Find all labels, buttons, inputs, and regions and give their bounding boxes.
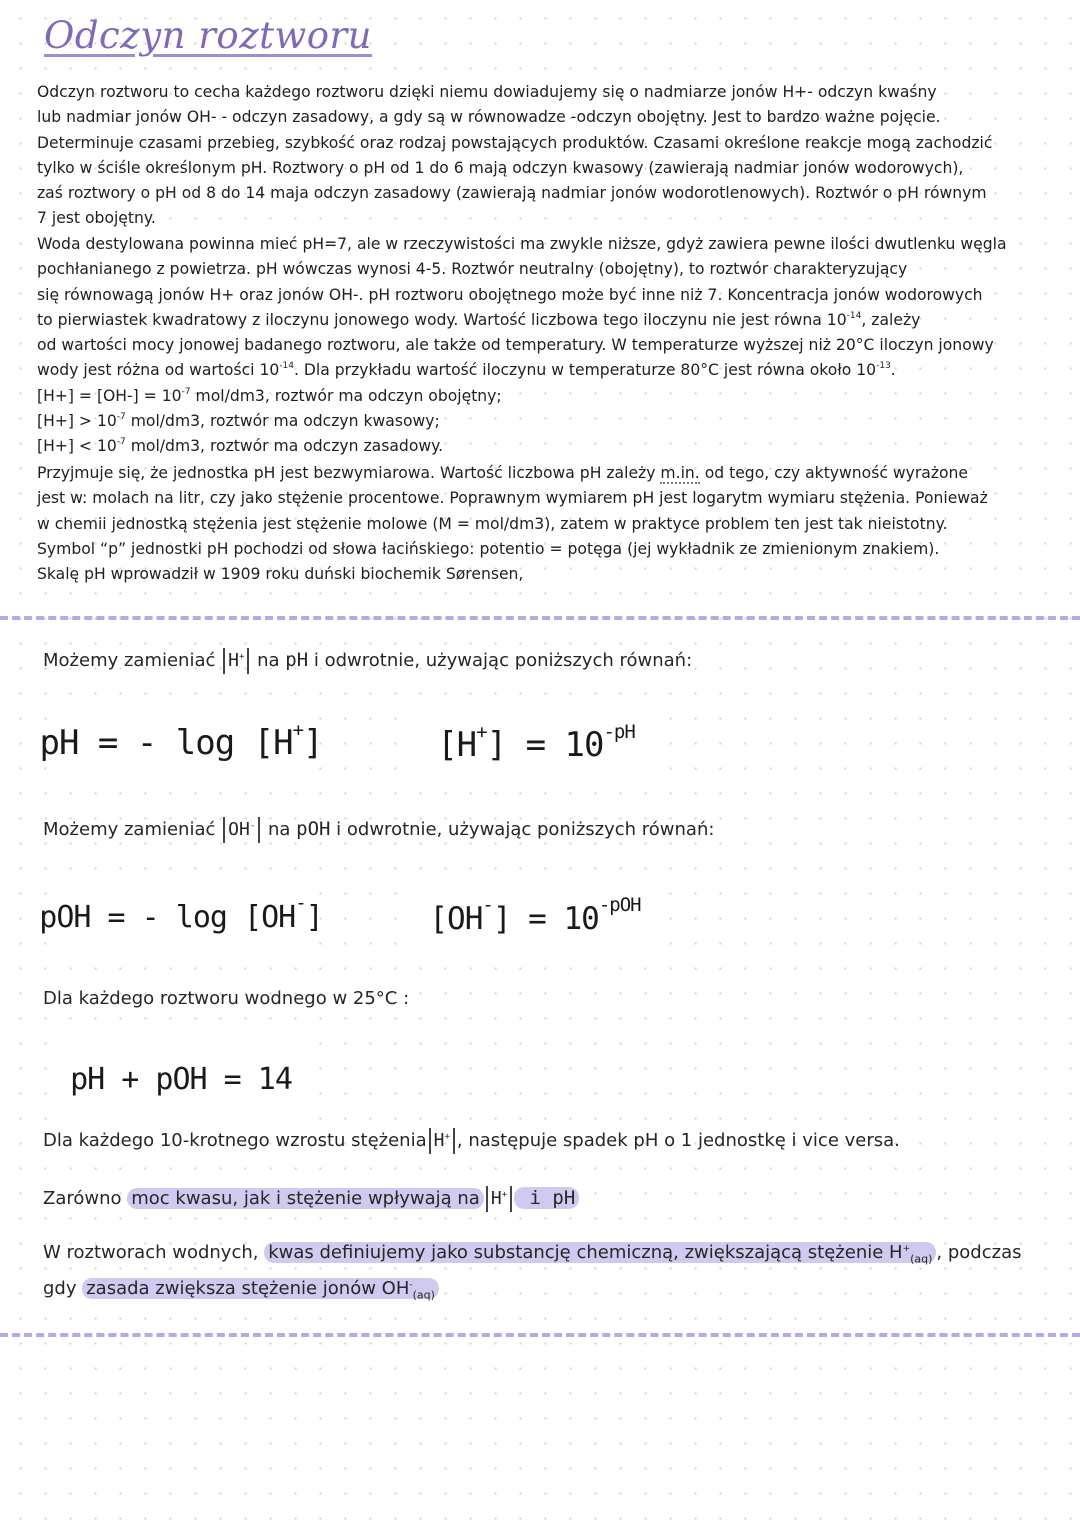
formula-part: ] — [303, 723, 323, 763]
formula-part: [H — [253, 723, 293, 763]
text-seg: , następuje spadek pH o 1 jednostkę i vice versa. — [456, 1130, 900, 1151]
text-line: 7 jest obojętny. — [37, 209, 156, 228]
formula-part: = 10 — [510, 901, 599, 937]
formula-exponent: -pOH — [598, 894, 641, 916]
text-seg: i odwrotnie, używając poniższych równań: — [308, 650, 693, 671]
text-seg: na — [262, 819, 297, 840]
tenfold-rule — [43, 1128, 900, 1154]
conversion-intro-oh — [43, 817, 714, 843]
text-line: Skalę pH wprowadził w 1909 roku duński biochemik Sørensen, — [37, 565, 524, 584]
text-seg: zasada zwiększa stężenie jonów OH — [86, 1277, 410, 1299]
ion-symbol: H — [490, 1188, 502, 1209]
text-seg: Przyjmuje się, że jednostka pH jest bezwymiarowa. Wartość liczbowa pH zależy — [37, 464, 661, 482]
page-title: Odczyn roztworu — [44, 14, 373, 57]
text-seg: od tego, czy aktywność wyrażone — [699, 464, 969, 482]
ion-charge: + — [444, 1132, 450, 1142]
oh-ion-bracket — [223, 817, 260, 843]
text-line: się równowagą jonów H+ oraz jonów OH-. pH roztworu obojętnego może być inne niż 7. Koncentracja jonów wodorowych — [37, 285, 983, 304]
conversion-intro-h — [43, 648, 692, 674]
ph-symbol: pH — [285, 649, 309, 671]
text-line: Symbol “p” jednostki pH pochodzi od słowa łacińskiego: potentio = potęga (jej wykładnik ze zmienionym znakiem). — [37, 539, 940, 558]
aqueous-25c-label: Dla każdego roztworu wodnego w 25°C : — [43, 988, 410, 1009]
formula-part: = 10 — [506, 725, 604, 765]
text-seg: [H+] > 10 — [37, 412, 117, 431]
ion-symbol: OH — [228, 819, 250, 840]
text-line: tylko w ściśle określonym pH. Roztwory o pH od 1 do 6 mają odczyn kwasowy (zawierają nadmiar jonów wodorowych), — [37, 158, 964, 177]
exponent: -7 — [116, 412, 126, 423]
ion-charge: + — [238, 652, 245, 662]
text-seg: mol/dm3, roztwór ma odczyn zasadowy. — [125, 437, 444, 456]
text-line — [37, 308, 1052, 333]
text-seg: Dla każdego 10-krotnego wzrostu stężenia — [43, 1130, 427, 1151]
ion-charge: + — [501, 1190, 508, 1200]
text-seg: kwas definiujemy jako substancję chemiczną, zwiększającą stężenie H — [268, 1242, 903, 1263]
formula-exponent: -pH — [603, 721, 635, 743]
text-seg: Zarówno — [43, 1188, 128, 1209]
text-seg: [H+] < 10 — [37, 437, 117, 456]
h-ion-bracket — [486, 1186, 512, 1212]
highlighted-text — [264, 1242, 936, 1266]
exponent: -7 — [181, 386, 191, 397]
highlighted-text: i pH — [514, 1187, 579, 1209]
text-seg: Możemy zamieniać — [43, 650, 222, 671]
formula-part: ] — [305, 899, 323, 935]
text-seg: . — [890, 361, 896, 380]
formula-ph — [39, 719, 323, 763]
text-line — [37, 434, 1052, 459]
ion-symbol: H — [228, 650, 239, 671]
intro-paragraph — [37, 80, 1052, 232]
acid-strength-note — [43, 1186, 579, 1212]
state-label: (aq) — [412, 1288, 435, 1302]
formula-h-box — [419, 708, 653, 782]
unit-paragraph — [37, 461, 1052, 587]
abbreviation: m.in. — [660, 464, 700, 482]
formula-charge: + — [292, 719, 304, 741]
formula-poh-box — [39, 880, 323, 954]
formula-part: pOH = - log — [39, 899, 245, 935]
formula-sum: pH + pOH = 14 — [70, 1061, 292, 1097]
section-divider — [0, 616, 1080, 620]
text-seg: . Dla przykładu wartość iloczynu w temperaturze 80°C jest równa około 10 — [294, 361, 877, 380]
formula-part: [OH — [244, 899, 296, 935]
formula-part: [H — [437, 725, 477, 765]
formula-part: pH = - log — [39, 723, 254, 763]
text-line: Woda destylowana powinna mieć pH=7, ale w rzeczywistości ma zwykle niższe, gdyż zawiera pewne ilości dwutlenku węgla — [37, 235, 1007, 253]
exponent: -13 — [876, 361, 891, 372]
text-seg: [H+] = [OH-] = 10 — [37, 386, 182, 405]
text-line: zaś roztwory o pH od 8 do 14 maja odczyn zasadowy (zawierają nadmiar jonów wodorotlenowych). Roztwór o pH równym — [37, 184, 987, 203]
formula-part: ] — [486, 725, 507, 765]
highlighted-text — [82, 1277, 439, 1302]
text-line: lub nadmiar jonów OH- - odczyn zasadowy, a gdy są w równowadze -odczyn obojętny. Jest to bardzo ważne pojęcie. — [37, 108, 941, 127]
ion-charge: + — [902, 1244, 911, 1254]
formula-charge: - — [482, 894, 493, 916]
formula-poh — [39, 891, 323, 935]
text-seg: gdy — [43, 1277, 83, 1299]
exponent: -7 — [116, 437, 126, 448]
state-label: (aq) — [910, 1252, 933, 1266]
text-seg: , zależy — [861, 310, 921, 329]
text-seg: mol/dm3, roztwór ma odczyn kwasowy; — [125, 412, 440, 431]
formula-sum-box — [64, 1037, 298, 1121]
highlighted-text: moc kwasu, jak i stężenie wpływają na — [127, 1188, 484, 1209]
text-line — [37, 461, 1052, 486]
exponent: -14 — [279, 361, 294, 372]
formula-h — [437, 721, 635, 765]
text-seg: mol/dm3, roztwór ma odczyn obojętny; — [190, 386, 502, 405]
text-seg: to pierwiastek kwadratowy z iloczynu jonowego wody. Wartość liczbowa tego iloczynu nie jest równa 10 — [37, 310, 847, 329]
formula-ph-box — [39, 706, 323, 780]
text-seg: Możemy zamieniać — [43, 819, 222, 840]
text-line: pochłanianego z powietrza. pH wówczas wynosi 4-5. Roztwór neutralny (obojętny), to roztwór charakteryzujący — [37, 260, 908, 279]
poh-symbol: pOH — [296, 818, 331, 840]
formula-charge: + — [476, 721, 487, 743]
formula-charge: - — [295, 891, 306, 914]
text-line: Odczyn roztworu to cecha każdego roztworu dzięki niemu dowiadujemy się o nadmiarze jonów H+- odczyn kwaśny — [37, 83, 937, 101]
text-line — [37, 409, 1052, 434]
text-seg: i odwrotnie, używając poniższych równań: — [330, 819, 715, 840]
text-line — [37, 358, 1052, 383]
text-seg: wody jest różna od wartości 10 — [37, 361, 280, 380]
text-line: w chemii jednostką stężenia jest stężenie molowe (M = mol/dm3), zatem w praktyce problem ten jest tak nieistotny. — [37, 514, 948, 533]
h-ion-bracket — [429, 1128, 455, 1154]
text-line: Determinuje czasami przebieg, szybkość oraz rodzaj powstających produktów. Czasami określone reakcje mogą zachodzić — [37, 133, 993, 152]
formula-part: ] — [492, 901, 511, 937]
section-divider — [0, 1333, 1080, 1337]
h-ion-bracket — [223, 648, 249, 674]
acid-base-definition — [43, 1238, 1043, 1309]
text-line: od wartości mocy jonowej badanego roztworu, ale także od temperatury. W temperaturze wyższej niż 20°C iloczyn jonowy — [37, 336, 994, 355]
text-seg: na — [251, 650, 286, 671]
text-line — [37, 384, 1052, 409]
text-seg: W roztworach wodnych, — [43, 1242, 265, 1263]
text-seg: , podczas — [936, 1242, 1022, 1263]
formula-oh-box — [418, 882, 652, 956]
ion-symbol: H — [433, 1130, 445, 1151]
exponent: -14 — [846, 310, 862, 321]
ion-charge: - — [249, 821, 256, 831]
text-line: jest w: molach na litr, czy jako stężenie procentowe. Poprawnym wymiarem pH jest logarytm wymiaru stężenia. Ponieważ — [37, 489, 988, 508]
formula-oh — [429, 894, 641, 937]
ion-charge: - — [409, 1279, 413, 1290]
formula-part: [OH — [429, 901, 483, 937]
water-paragraph — [37, 232, 1052, 460]
